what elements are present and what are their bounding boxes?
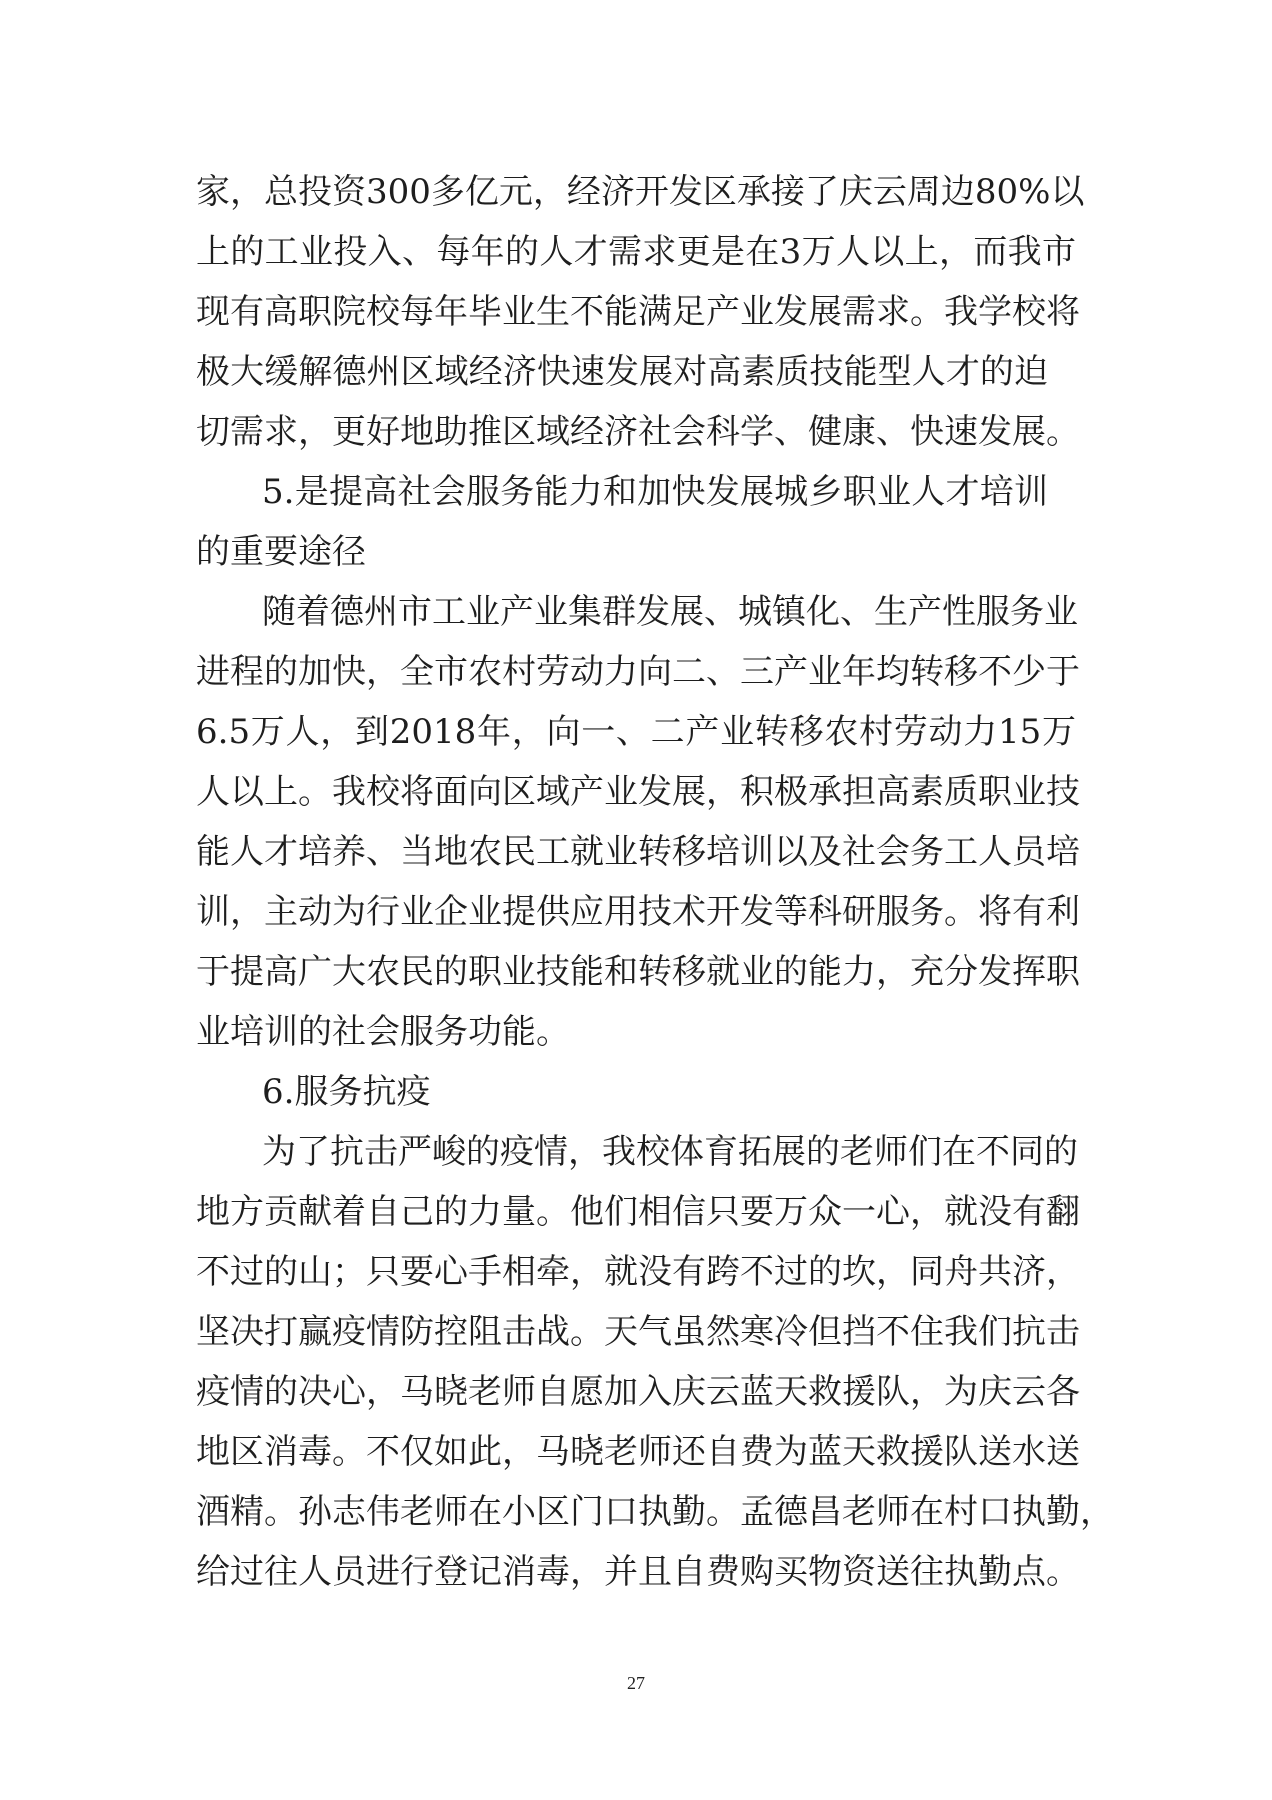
text-line: 进程的加快，全市农村劳动力向二、三产业年均转移不少于 [196, 652, 1080, 692]
text-line: 现有高职院校每年毕业生不能满足产业发展需求。我学校将 [196, 292, 1080, 332]
text-line: 不过的山；只要心手相牵，就没有跨不过的坎，同舟共济， [196, 1252, 1080, 1292]
text-line: 疫情的决心，马晓老师自愿加入庆云蓝天救援队，为庆云各 [196, 1372, 1080, 1412]
text-line: 人以上。我校将面向区域产业发展，积极承担高素质职业技 [196, 772, 1080, 812]
section-heading-continued: 的重要途径 [196, 532, 366, 572]
text-line: 6.5万人，到2018年，向一、二产业转移农村劳动力15万 [196, 712, 1076, 752]
text-line: 家，总投资300多亿元，经济开发区承接了庆云周边80%以 [196, 172, 1085, 212]
section-heading: 6.服务抗疫 [262, 1072, 431, 1112]
text-line: 坚决打赢疫情防控阻击战。天气虽然寒冷但挡不住我们抗击 [196, 1312, 1080, 1352]
section-heading: 5.是提高社会服务能力和加快发展城乡职业人才培训 [262, 472, 1048, 512]
text-line: 业培训的社会服务功能。 [196, 1012, 570, 1052]
text-line: 切需求，更好地助推区域经济社会科学、健康、快速发展。 [196, 412, 1080, 452]
text-line: 能人才培养、当地农民工就业转移培训以及社会务工人员培 [196, 832, 1080, 872]
text-line: 酒精。孙志伟老师在小区门口执勤。孟德昌老师在村口执勤， [196, 1492, 1114, 1532]
text-line: 训，主动为行业企业提供应用技术开发等科研服务。将有利 [196, 892, 1080, 932]
text-line: 极大缓解德州区域经济快速发展对高素质技能型人才的迫 [196, 352, 1048, 392]
text-line: 于提高广大农民的职业技能和转移就业的能力，充分发挥职 [196, 952, 1080, 992]
text-line: 给过往人员进行登记消毒，并且自费购买物资送往执勤点。 [196, 1552, 1080, 1592]
paragraph-start: 为了抗击严峻的疫情，我校体育拓展的老师们在不同的 [262, 1132, 1078, 1172]
text-line: 地区消毒。不仅如此，马晓老师还自费为蓝天救援队送水送 [196, 1432, 1080, 1472]
text-line: 上的工业投入、每年的人才需求更是在3万人以上，而我市 [196, 232, 1076, 272]
paragraph-start: 随着德州市工业产业集群发展、城镇化、生产性服务业 [262, 592, 1078, 632]
page-number: 27 [627, 1673, 645, 1693]
text-line: 地方贡献着自己的力量。他们相信只要万众一心，就没有翻 [196, 1192, 1080, 1232]
